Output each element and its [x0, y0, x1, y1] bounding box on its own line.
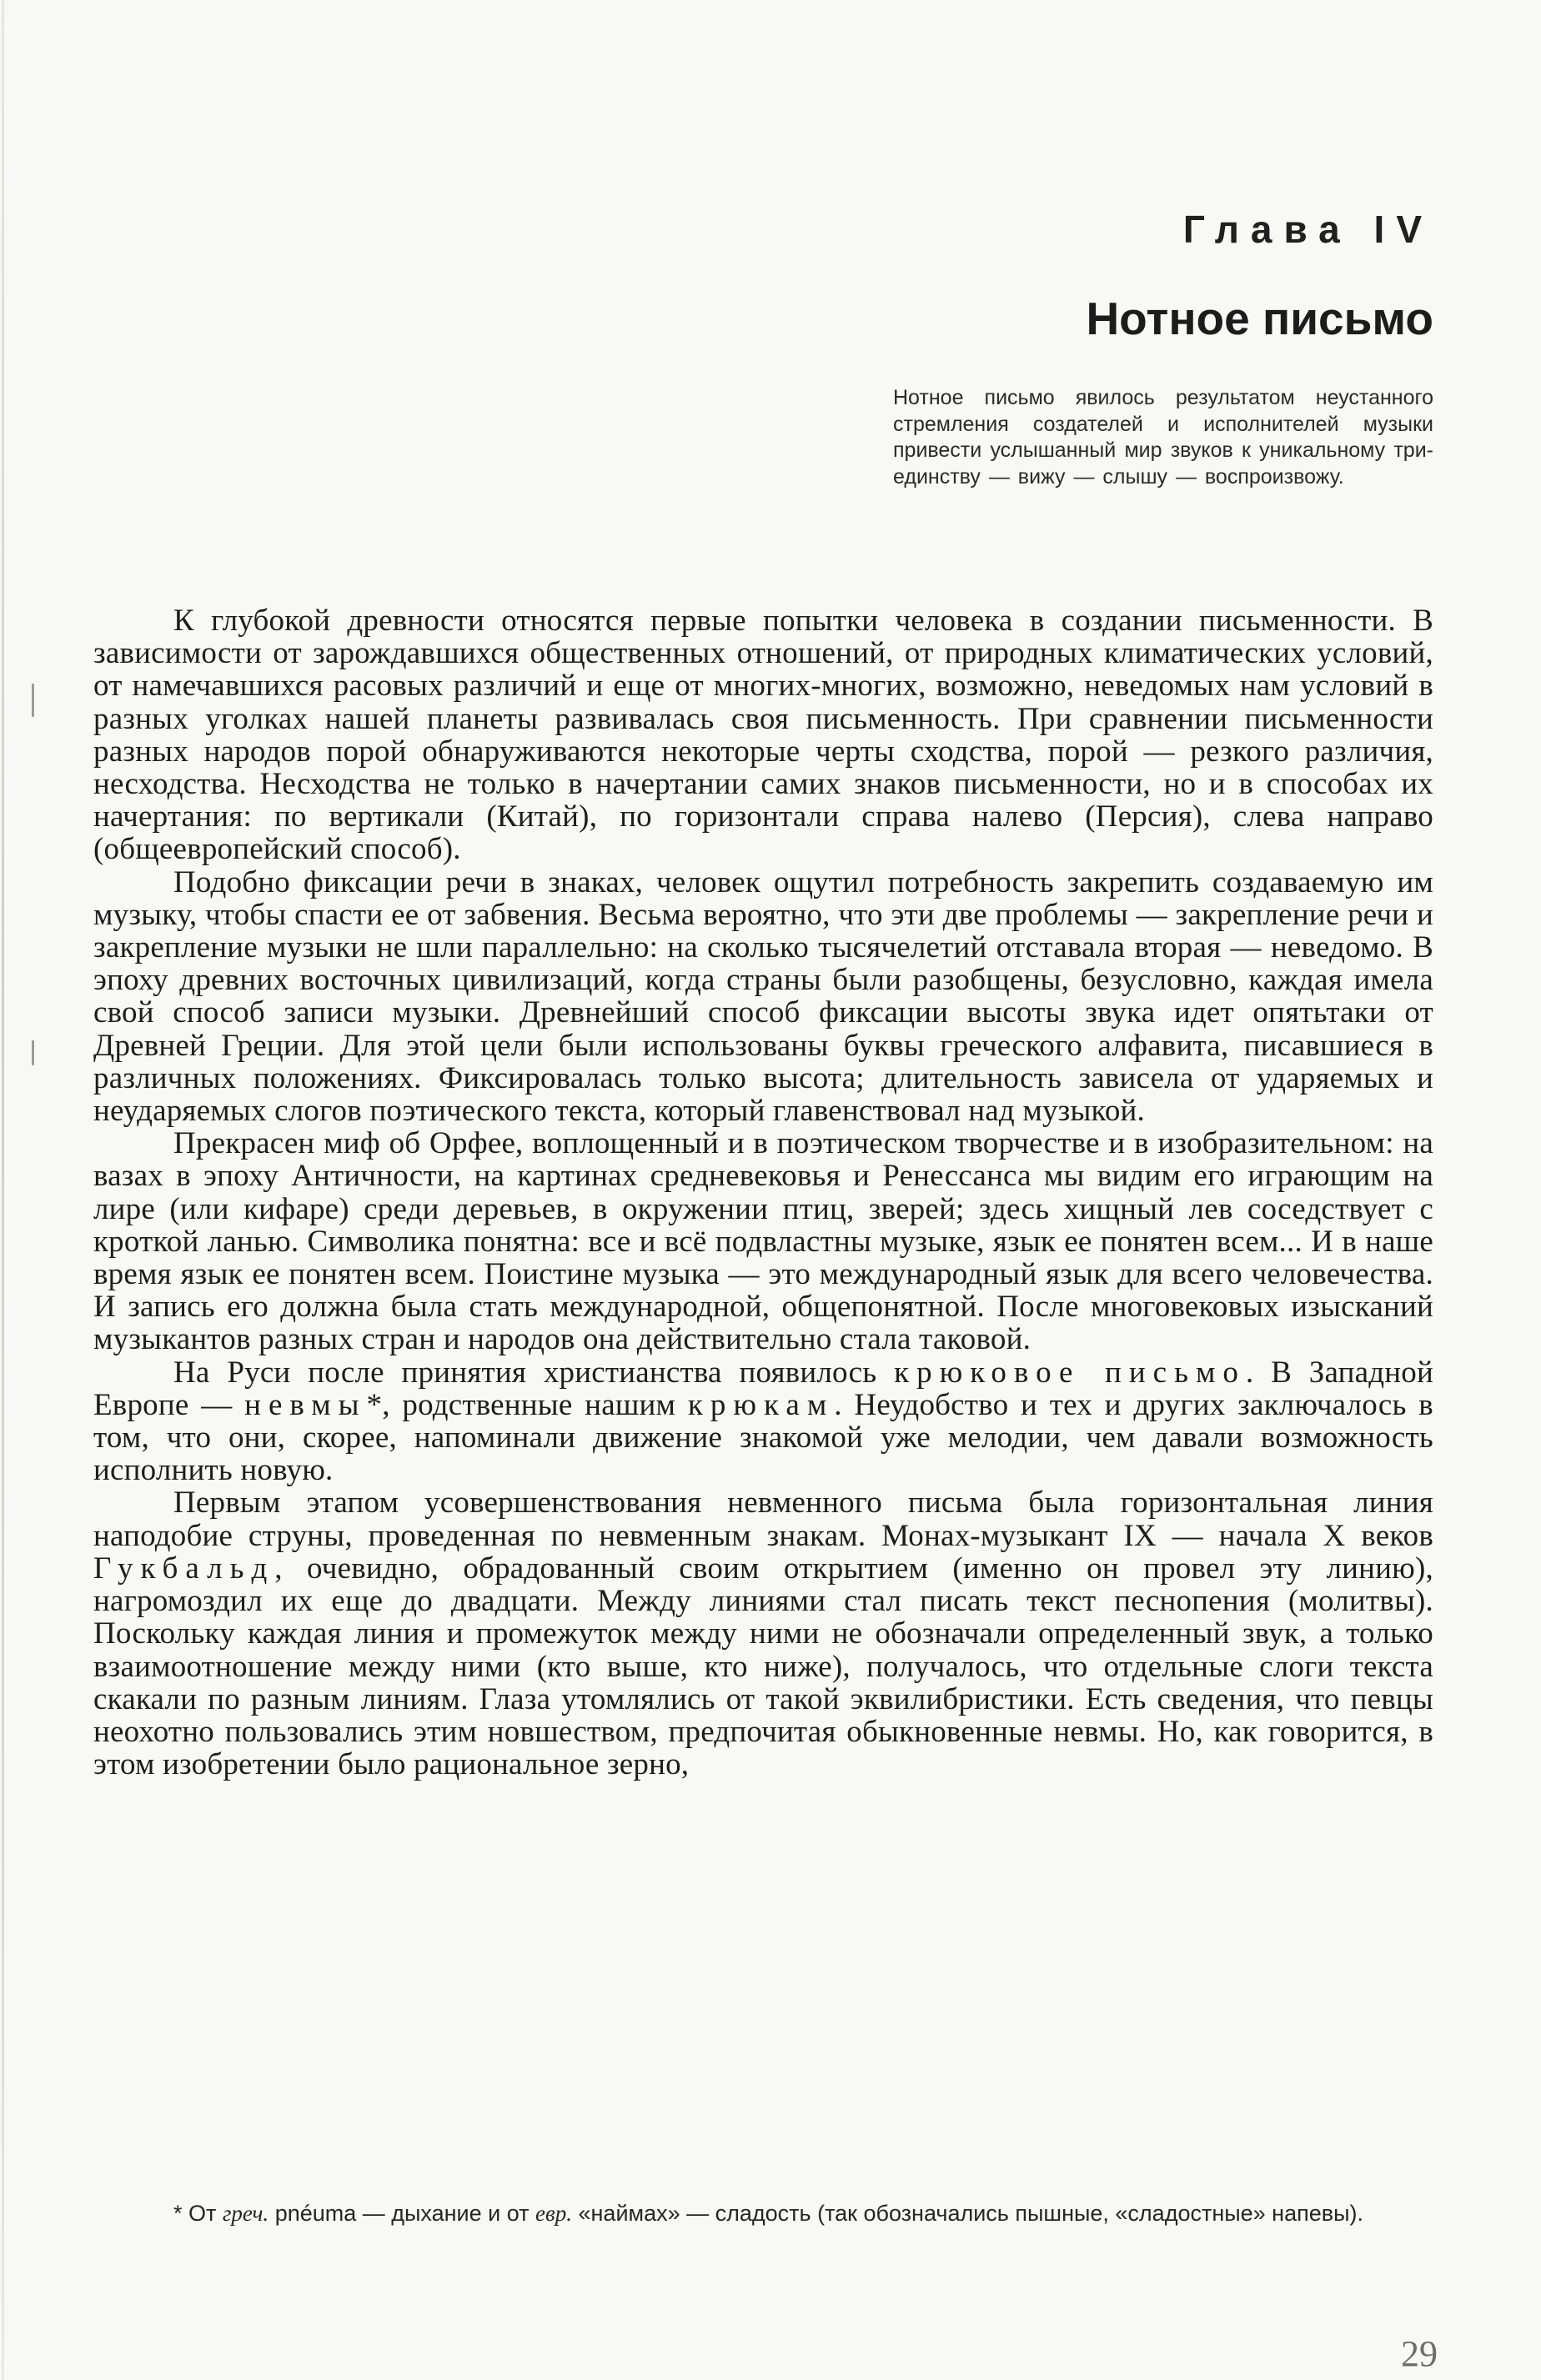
term-nevmy: невмы	[244, 1387, 367, 1422]
chapter-title: Нотное письмо	[1086, 293, 1433, 344]
scan-edge-mark	[32, 1040, 34, 1065]
chapter-label: Глава IV	[1182, 208, 1433, 251]
footnote-mark: * От	[173, 2201, 223, 2226]
main-text	[93, 604, 1433, 1781]
term-kryukovoe-pismo: крюковое письмо	[894, 1355, 1246, 1390]
scan-edge-shadow	[2, 0, 4, 2380]
paragraph: К глубокой древности относятся первые попытки человека в создании письменности. В зависимости от зарождавшихся общественных отношений, от природных климатических условий, от намечавшихся расовых различий и еще от многих-многих, возможно, неведомых нам условий в разных уголках нашей планеты развивалась своя письменность. При сравнении письменности разных народов порой обнаруживаются некоторые черты сходства, порой — резкого различия, несходства. Несходства не только в начертании самих знаков письменности, но и в способах их начертания: по вертикали (Китай), по горизонтали справа налево (Персия), слева направо (общеевропейский способ).	[93, 604, 1433, 867]
paragraph	[93, 1486, 1433, 1781]
footnote-text: pnéuma — дыхание и от	[269, 2201, 536, 2226]
paragraph: Прекрасен миф об Орфее, воплощенный и в поэтическом творчестве и в изобразительном: на вазах в эпоху Античности, на картинах средневековья и Ренессанса мы видим его играющим на лире (или кифаре) среди деревьев, в окружении птиц, зверей; здесь хищный лев соседствует с кроткой ланью. Символика понятна: все и всё подвластны музыке, язык ее понятен всем... И в наше время язык ее понятен всем. Поистине музыка — это международный язык для всего человечества. И запись его должна была стать международной, общепонятной. После многовековых изысканий музыкантов разных стран и народов она действительно стала таковой.	[93, 1126, 1433, 1357]
footnote-lang: греч.	[222, 2201, 269, 2226]
text-run: *, родственные нашим	[366, 1387, 688, 1422]
footnote-lang: евр.	[535, 2201, 572, 2226]
scan-edge-mark	[32, 684, 34, 717]
footnote	[93, 2198, 1433, 2228]
paragraph: Подобно фиксации речи в знаках, человек ощутил потребность закрепить создаваемую им музыку, чтобы спасти ее от забвения. Весьма вероятно, что эти две проблемы — закрепление речи и закрепление музыки не шли параллельно: на сколько тысячелетий отставала вторая — неведомо. В эпоху древних восточных цивилизаций, когда страны были разобщены, безусловно, каждая имела свой способ записи музыки. Древнейший способ фиксации высоты звука идет опятьтаки от Древней Греции. Для этой цели были использованы буквы греческого алфавита, писавшиеся в различных положениях. Фиксировалась только высота; длительность зависела от ударяемых и неударяемых слогов поэтического текста, который главенствовал над музыкой.	[93, 864, 1433, 1129]
name-gukbald: Гукбальд	[93, 1551, 275, 1586]
text-run: . В Западной Европе —	[93, 1355, 1433, 1422]
text-run: Первым этапом усовершенствования невменного письма была горизонтальная линия наподобие струны, проведенная по невменным знакам. Монах-музыкант IX — начала X веков	[93, 1486, 1433, 1553]
text-run: , очевидно, обрадованный своим открытием (именно он провел эту линию), нагромоздил их еще до двадцати. Между линиями стал писать текст песнопения (молитвы). Поскольку каждая линия и промежуток между ними не обозначали определенный звук, а только взаимоотношение между ними (кто выше, кто ниже), получалось, что отдельные слоги текста скакали по разным линиям. Глаза утомлялись от такой эквилибристики. Есть сведения, что певцы неохотно пользовались этим новшеством, предпочитая обыкновенные невмы. Но, как говорится, в этом изобретении было рациональное зерно,	[93, 1551, 1433, 1782]
page-number: 29	[1401, 2333, 1438, 2374]
text-run: На Руси после принятия христианства появилось	[173, 1355, 895, 1390]
text-run: . Неудобство и тех и других заключалось в том, что они, скорее, напоминали движение знакомой уже мелодии, чем давали возможность исполнить новую.	[93, 1387, 1433, 1488]
epigraph: Нотное письмо явилось результатом неустанного стремления создателей и исполнителей музыки привести услышанный мир звуков к уникальному триединству — вижу — слышу — воспроизвожу.	[893, 386, 1433, 489]
term-kryukam: крюкам	[687, 1387, 835, 1422]
footnote-text: «наймах» — сладость (так обозначались пышные, «сладостные» напевы).	[572, 2201, 1363, 2226]
paragraph	[93, 1356, 1433, 1487]
